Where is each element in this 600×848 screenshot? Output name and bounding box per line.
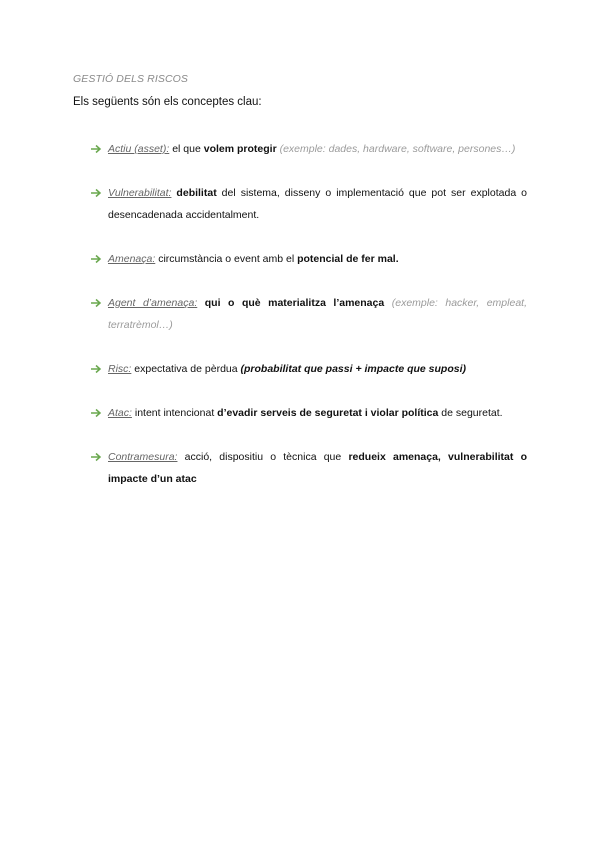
item-text: acció, dispositiu o tècnica que: [177, 451, 349, 463]
item-bold-text: potencial de fer mal.: [297, 253, 399, 265]
item-text: circumstància o event amb el: [155, 253, 298, 265]
green-arrow-icon: [90, 144, 102, 154]
green-arrow-icon: [90, 452, 102, 462]
list-item-actiu: [90, 138, 527, 160]
item-text: intent intencionat: [131, 407, 218, 419]
list-item-contramesura: [90, 446, 527, 490]
term-label: Atac:: [108, 407, 132, 419]
term-label: Risc:: [108, 363, 132, 375]
green-arrow-icon: [90, 364, 102, 374]
item-bold-text: volem protegir: [203, 143, 277, 155]
term-label: Amenaça:: [108, 253, 156, 265]
item-text: del sistema, disseny o implementació que pot ser explotada o desencadenada accidentalment.: [108, 187, 527, 221]
item-bold-italic-text: (probabilitat que passi + impacte que suposi): [240, 363, 467, 375]
item-bold-text: redueix amenaça, vulnerabilitat o impacte d’un atac: [108, 451, 527, 485]
item-bold-text: debilitat: [171, 187, 217, 199]
section-heading: GESTIÓ DELS RISCOS: [73, 73, 188, 85]
green-arrow-icon: [90, 408, 102, 418]
item-example-text: (exemple: dades, hardware, software, persones…): [276, 143, 516, 155]
term-label: Vulnerabilitat:: [108, 187, 172, 199]
term-label: Actiu (asset):: [108, 143, 170, 155]
item-text: el que: [169, 143, 204, 155]
item-bold-text: d’evadir serveis de seguretat i violar política: [217, 407, 439, 419]
term-label: Agent d’amenaça:: [108, 297, 198, 309]
green-arrow-icon: [90, 188, 102, 198]
concept-list: [90, 138, 527, 490]
list-item-atac: [90, 402, 527, 424]
term-label: Contramesura:: [108, 451, 178, 463]
green-arrow-icon: [90, 254, 102, 264]
item-example-text: (exemple: hacker, empleat, terratrèmol…): [108, 297, 527, 331]
item-text-end: de seguretat.: [438, 407, 503, 419]
green-arrow-icon: [90, 298, 102, 308]
list-item-vulnerabilitat: [90, 182, 527, 226]
item-text: expectativa de pèrdua: [131, 363, 241, 375]
intro-text: Els següents són els conceptes clau:: [73, 96, 262, 108]
list-item-amenaca: [90, 248, 527, 270]
list-item-agent-amenaca: [90, 292, 527, 336]
list-item-risc: [90, 358, 527, 380]
item-bold-text: qui o què materialitza l’amenaça: [197, 297, 385, 309]
